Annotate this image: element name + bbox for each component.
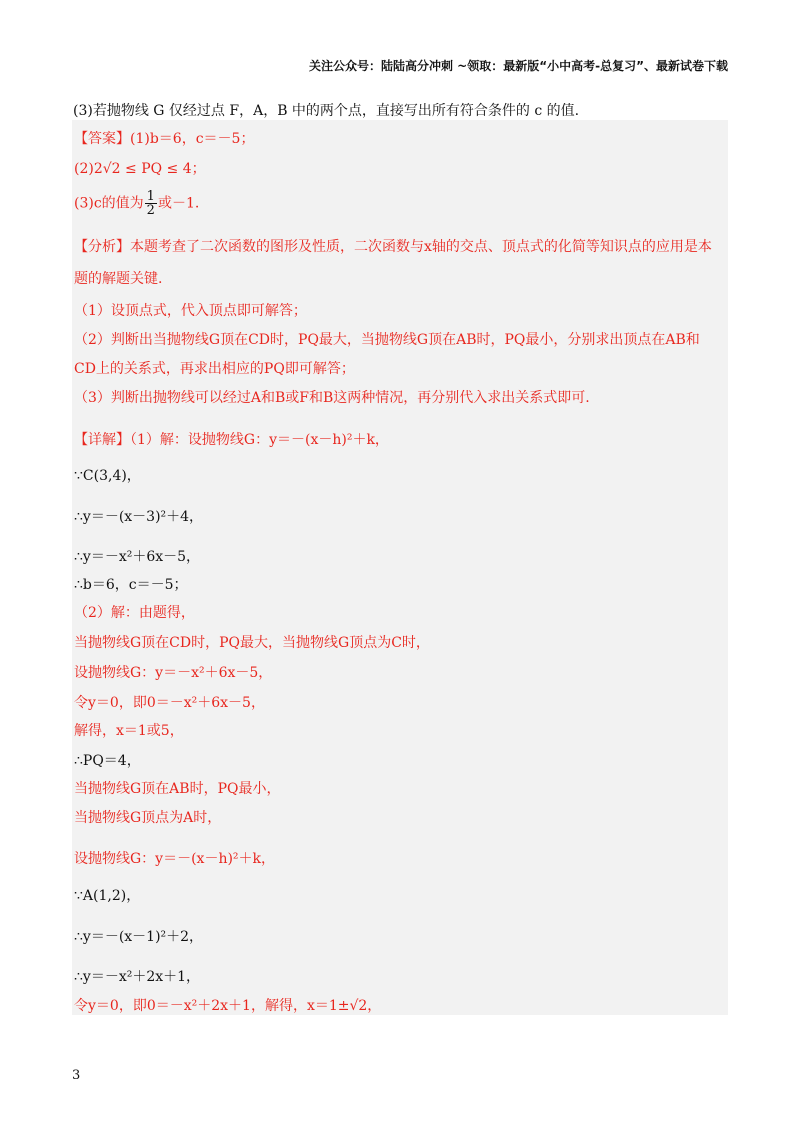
- detail-l8: 设抛物线G：y＝－x²＋6x－5，: [74, 665, 273, 681]
- analysis-p1a: [74, 238, 712, 256]
- detail-l7: 当抛物线G顶在CD时，PQ最大，当抛物线G顶点为C时，: [74, 635, 430, 651]
- answer-2: (2)2√2 ≤ PQ ≤ 4；: [74, 161, 206, 177]
- detail-l15: ∵A(1,2)，: [74, 888, 141, 904]
- detail-l5: ∴b＝6，c＝－5；: [74, 577, 188, 593]
- answer-tag: 【答案】: [74, 131, 130, 147]
- analysis-p1b: 题的解题关键.: [74, 271, 163, 287]
- analysis-p2: （1）设顶点式，代入顶点即可解答；: [74, 303, 307, 319]
- detail-l2: ∵C(3,4)，: [74, 468, 141, 484]
- answer-3-post: 或－1.: [157, 195, 200, 212]
- page-header: 关注公众号：陆陆高分冲刺 ~领取：最新版“小中高考-总复习”、最新试卷下载: [309, 59, 728, 73]
- detail-l16: ∴y＝－(x－1)²＋2，: [74, 929, 204, 945]
- page-number: 3: [72, 1068, 81, 1083]
- analysis-p3a: （2）判断出当抛物线G顶在CD时，PQ最大，当抛物线G顶在AB时，PQ最小，分别求出顶点在AB和: [74, 332, 700, 348]
- analysis-tag: 【分析】: [74, 239, 130, 255]
- analysis-p4: （3）判断出抛物线可以经过A和B或F和B这两种情况，再分别代入求出关系式即可.: [74, 390, 590, 406]
- detail-l9: 令y＝0，即0＝－x²＋6x－5，: [74, 695, 265, 711]
- detail-l4: ∴y＝－x²＋6x－5，: [74, 549, 201, 565]
- detail-l1-text: （1）解：设抛物线G：y＝－(x－h)²＋k，: [130, 432, 389, 448]
- question-3: (3)若抛物线 G 仅经过点 F，A，B 中的两个点，直接写出所有符合条件的 c 的值.: [73, 103, 580, 119]
- detail-l14: 设抛物线G：y＝－(x－h)²＋k，: [74, 851, 276, 867]
- answer-1: (1)b＝6，c＝－5；: [130, 131, 255, 147]
- detail-l18: 令y＝0，即0＝－x²＋2x＋1，解得，x＝1±√2，: [74, 998, 382, 1014]
- detail-l13: 当抛物线G顶点为A时，: [74, 810, 222, 826]
- fraction-numerator: 1: [146, 189, 155, 204]
- analysis-p3b: CD上的关系式，再求出相应的PQ即可解答；: [74, 361, 355, 377]
- detail-l6: （2）解：由题得，: [74, 605, 195, 621]
- fraction-denominator: 2: [146, 203, 155, 218]
- detail-tag: 【详解】: [74, 432, 130, 448]
- answer-line-1: [74, 130, 254, 148]
- detail-l1: [74, 431, 389, 449]
- detail-l12: 当抛物线G顶在AB时，PQ最小，: [74, 781, 281, 797]
- fraction-one-half: [145, 190, 157, 217]
- answer-3-pre: (3)c的值为: [74, 195, 144, 212]
- detail-l10: 解得，x＝1或5，: [74, 723, 184, 739]
- answer-3: [74, 190, 199, 217]
- detail-l11: ∴PQ＝4，: [74, 753, 141, 769]
- detail-l17: ∴y＝－x²＋2x＋1，: [74, 969, 201, 985]
- analysis-p1a-text: 本题考查了二次函数的图形及性质，二次函数与x轴的交点、顶点式的化简等知识点的应用是本: [130, 239, 712, 255]
- detail-l3: ∴y＝－(x－3)²＋4，: [74, 509, 204, 525]
